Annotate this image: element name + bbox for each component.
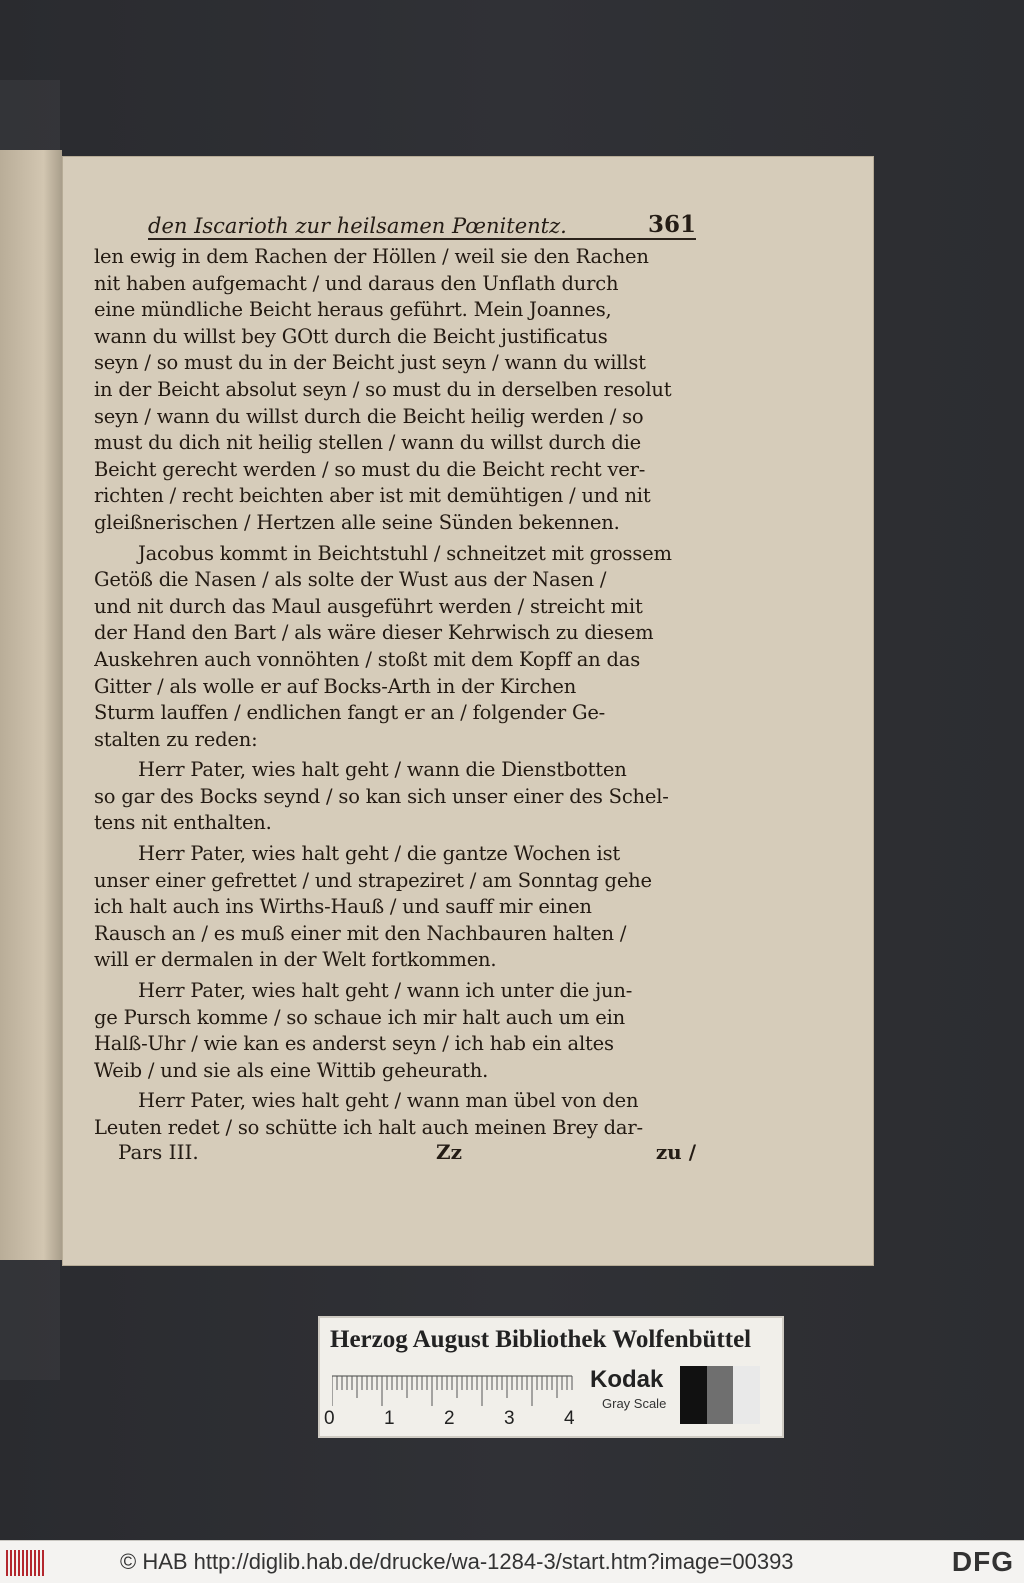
- signature-mark: Pars III.: [118, 1140, 199, 1164]
- color-calibration-card: [318, 1316, 784, 1438]
- library-name: Herzog August Bibliothek Wolfenbüttel: [330, 1326, 752, 1353]
- text-line: Getöß die Nasen / als solte der Wust aus der Nasen /: [94, 568, 607, 592]
- text-line: seyn / so must du in der Beicht just seyn / wann du willst: [94, 351, 646, 375]
- ruler-numbers: [320, 1408, 580, 1430]
- text-line: Herr Pater, wies halt geht / wann die Dienstbotten: [138, 758, 627, 782]
- paragraph: [94, 244, 698, 537]
- catchword: zu /: [655, 1140, 696, 1164]
- page-body-text: [94, 244, 698, 1146]
- ruler-number: 1: [384, 1408, 395, 1429]
- text-line: tens nit enthalten.: [94, 811, 272, 835]
- text-line: so gar des Bocks seynd / so kan sich unser einer des Schel-: [94, 784, 669, 808]
- credit-bar: [0, 1540, 1024, 1583]
- ruler-number: 4: [564, 1408, 575, 1429]
- text-line: seyn / wann du willst durch die Beicht heilig werden / so: [94, 404, 644, 428]
- kodak-logo: Kodak: [590, 1366, 664, 1393]
- gray-swatch: [733, 1366, 760, 1424]
- text-line: Weib / und sie als eine Wittib geheurath.: [94, 1058, 489, 1082]
- gray-swatch: [707, 1366, 734, 1424]
- text-line: in der Beicht absolut seyn / so must du in derselben resolut: [94, 377, 672, 401]
- text-line: Sturm lauffen / endlichen fangt er an / folgender Ge-: [94, 701, 606, 725]
- text-line: len ewig in dem Rachen der Höllen / weil sie den Rachen: [94, 245, 649, 268]
- sheet-mark: Zz: [436, 1140, 462, 1164]
- text-line: Beicht gerecht werden / so must du die Beicht recht ver-: [94, 457, 646, 481]
- text-line: Leuten redet / so schütte ich halt auch meinen Brey dar-: [94, 1116, 643, 1139]
- text-line: ich halt auch ins Wirths-Hauß / und sauff mir einen: [94, 895, 592, 919]
- text-line: eine mündliche Beicht heraus geführt. Mein Joannes,: [94, 298, 612, 322]
- paragraph: [94, 841, 698, 974]
- ruler-scale: [332, 1372, 578, 1408]
- ruler-number: 0: [324, 1408, 335, 1429]
- text-line: will er dermalen in der Welt fortkommen.: [94, 948, 497, 972]
- ruler-number: 2: [444, 1408, 455, 1429]
- gray-swatches: [680, 1366, 760, 1424]
- text-line: ge Pursch komme / so schaue ich mir halt auch um ein: [94, 1005, 625, 1029]
- text-line: nit haben aufgemacht / und daraus den Unflath durch: [94, 271, 619, 295]
- gray-swatch: [680, 1366, 707, 1424]
- text-line: stalten zu reden:: [94, 727, 258, 751]
- page-header: [148, 198, 696, 240]
- text-line: Auskehren auch vonnöhten / stoßt mit dem Kopff an das: [94, 647, 641, 671]
- paragraph: [94, 541, 698, 754]
- text-line: und nit durch das Maul ausgeführt werden / streicht mit: [94, 594, 643, 618]
- text-line: richten / recht beichten aber ist mit demühtigen / und nit: [94, 484, 651, 508]
- page-footer: [118, 1140, 696, 1174]
- text-line: Rausch an / es muß einer mit den Nachbauren halten /: [94, 921, 627, 945]
- text-line: unser einer gefrettet / und strapeziret / am Sonntag gehe: [94, 868, 652, 892]
- paragraph: [94, 978, 698, 1084]
- text-line: gleißnerischen / Hertzen alle seine Sünden bekennen.: [94, 510, 620, 534]
- text-line: must du dich nit heilig stellen / wann du willst durch die: [94, 431, 641, 455]
- paragraph: [94, 757, 698, 837]
- text-line: Halß-Uhr / wie kan es anderst seyn / ich hab ein altes: [94, 1032, 614, 1056]
- text-line: wann du willst bey GOtt durch die Beicht justificatus: [94, 324, 608, 348]
- running-title: den Iscarioth zur heilsamen Pœnitentz.: [148, 214, 567, 238]
- credit-link[interactable]: © HAB http://diglib.hab.de/drucke/wa-1284-3/start.htm?image=00393: [120, 1549, 794, 1574]
- text-line: Herr Pater, wies halt geht / die gantze Wochen ist: [138, 842, 621, 866]
- page-number: 361: [647, 211, 696, 238]
- text-line: der Hand den Bart / als wäre dieser Kehrwisch zu diesem: [94, 621, 654, 645]
- ruler-number: 3: [504, 1408, 515, 1429]
- barcode-icon: [6, 1550, 48, 1576]
- paragraph: [94, 1088, 698, 1141]
- dfg-logo: DFG: [951, 1546, 1014, 1577]
- gray-scale-label: Gray Scale: [602, 1396, 667, 1411]
- text-line: Gitter / als wolle er auf Bocks-Arth in der Kirchen: [94, 674, 577, 698]
- text-line: Herr Pater, wies halt geht / wann man übel von den: [138, 1089, 639, 1113]
- facing-page-text-fragments: [0, 236, 30, 371]
- text-line: Jacobus kommt in Beichtstuhl / schneitzet mit grossem: [138, 541, 672, 565]
- text-line: Herr Pater, wies halt geht / wann ich unter die jun-: [138, 979, 633, 1003]
